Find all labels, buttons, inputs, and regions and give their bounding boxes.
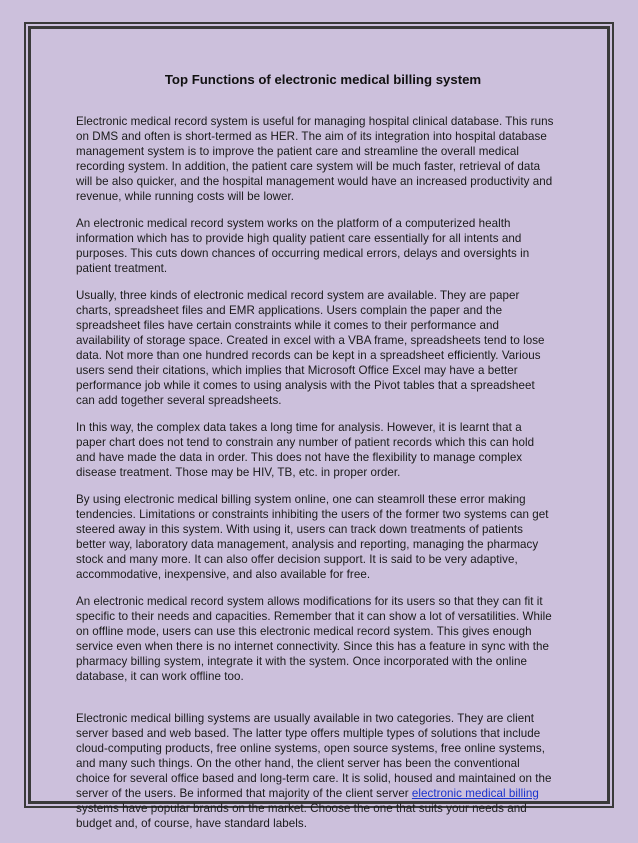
document-title: Top Functions of electronic medical billing system [164, 72, 482, 87]
document-body [76, 72, 570, 843]
paragraph-7 [76, 711, 570, 831]
text-line: choice for several office based and long-term care. It is solid, housed and maintained on the [76, 772, 552, 785]
text-line: Usually, three kinds of electronic medical record system are available. They are paper [76, 289, 520, 302]
text-line: information which has to provide high quality patient care essentially for all intents and [76, 232, 522, 245]
text-line: disease treatment. Those may be HIV, TB, etc. in proper order. [76, 466, 401, 479]
text-line: paper chart does not tend to constrain any number of patient records which this can hold [76, 436, 535, 449]
text-line: service even when there is no internet connectivity. Since this has a feature in sync with the [76, 640, 549, 653]
text-line: performance job while it comes to using analysis with the Pivot tables that a spreadsheet [76, 379, 535, 392]
text-line: on offline mode, users can use this electronic medical record system. This gives enough [76, 625, 532, 638]
text-line: purposes. This cuts down chances of occurring medical errors, delays and oversights in [76, 247, 530, 260]
text-line: specific to their needs and capacities. Remember that it can show a lot of versatilities. While [76, 610, 552, 623]
text-line: recording system. In addition, the patient care system will be much faster, retrieval of data [76, 160, 541, 173]
text-line: An electronic medical record system allows modifications for its users so that they can fit it [76, 595, 543, 608]
paragraph-5 [76, 492, 570, 582]
paragraph-6 [76, 594, 570, 684]
text-line: data. Not more than one hundred records can be kept in a spreadsheet efficiently. Various [76, 349, 541, 362]
text-line: An electronic medical record system works on the platform of a computerized health [76, 217, 511, 230]
text-line: users send their citations, which implies that Microsoft Office Excel may have a better [76, 364, 518, 377]
text-line: availability of storage space. Created in excel with a VBA frame, spreadsheets tend to lose [76, 334, 545, 347]
text-line: better way, laboratory data management, analysis and reporting, managing the pharmacy [76, 538, 539, 551]
text-line: spreadsheet files have certain constraints while it comes to their performance and [76, 319, 499, 332]
text-line: cloud-computing products, free online systems, open source systems, free online systems, [76, 742, 546, 755]
electronic-medical-billing-link[interactable]: electronic medical billing [411, 787, 539, 800]
text-line: and have made the data in order. This does not have the flexibility to manage complex [76, 451, 523, 464]
text-line: Electronic medical record system is useful for managing hospital clinical database. This runs [76, 115, 554, 128]
text-line: systems have popular brands on the market. Choose the one that suits your needs and [76, 802, 527, 815]
text-line: Electronic medical billing systems are usually available in two categories. They are client [76, 712, 534, 725]
paragraph-4 [76, 420, 570, 480]
text-line: database, it can work offline too. [76, 670, 244, 683]
text-line: on DMS and often is short-termed as HER. The aim of its integration into hospital database [76, 130, 547, 143]
paragraph-2 [76, 216, 570, 276]
paragraph-1 [76, 114, 570, 204]
text-line: management system is to improve the patient care and streamline the overall medical [76, 145, 519, 158]
text-line: server based and web based. The latter type offers multiple types of solutions that include [76, 727, 541, 740]
text-line: By using electronic medical billing system online, one can steamroll these error making [76, 493, 526, 506]
paragraph-3 [76, 288, 570, 408]
text-line: can add together several spreadsheets. [76, 394, 282, 407]
text-line: revenue, while running costs will be lower. [76, 190, 295, 203]
text-line: will be also quicker, and the hospital management would have an increased productivity and [76, 175, 553, 188]
text-line: stock and many more. It can also offer decision support. It is said to be very adaptive, [76, 553, 518, 566]
text-line: tendencies. Limitations or constraints inhibiting the users of the former two systems can get [76, 508, 549, 521]
text-line: accommodative, inexpensive, and also available for free. [76, 568, 371, 581]
text-line: and many such things. On the other hand, the client server has been the conventional [76, 757, 520, 770]
text-line: budget and, of course, have standard labels. [76, 817, 308, 830]
text-line-with-link [76, 786, 570, 801]
link-line-prefix: server of the users. Be informed that majority of the client server [76, 787, 412, 800]
text-line: charts, spreadsheet files and EMR applications. Users complain the paper and the [76, 304, 503, 317]
text-line: patient treatment. [76, 262, 168, 275]
text-line: steered away in this system. With using it, users can track down treatments of patients [76, 523, 524, 536]
text-line: pharmacy billing system, integrate it with the system. Once incorporated with the online [76, 655, 527, 668]
text-line: In this way, the complex data takes a long time for analysis. However, it is learnt that a [76, 421, 522, 434]
